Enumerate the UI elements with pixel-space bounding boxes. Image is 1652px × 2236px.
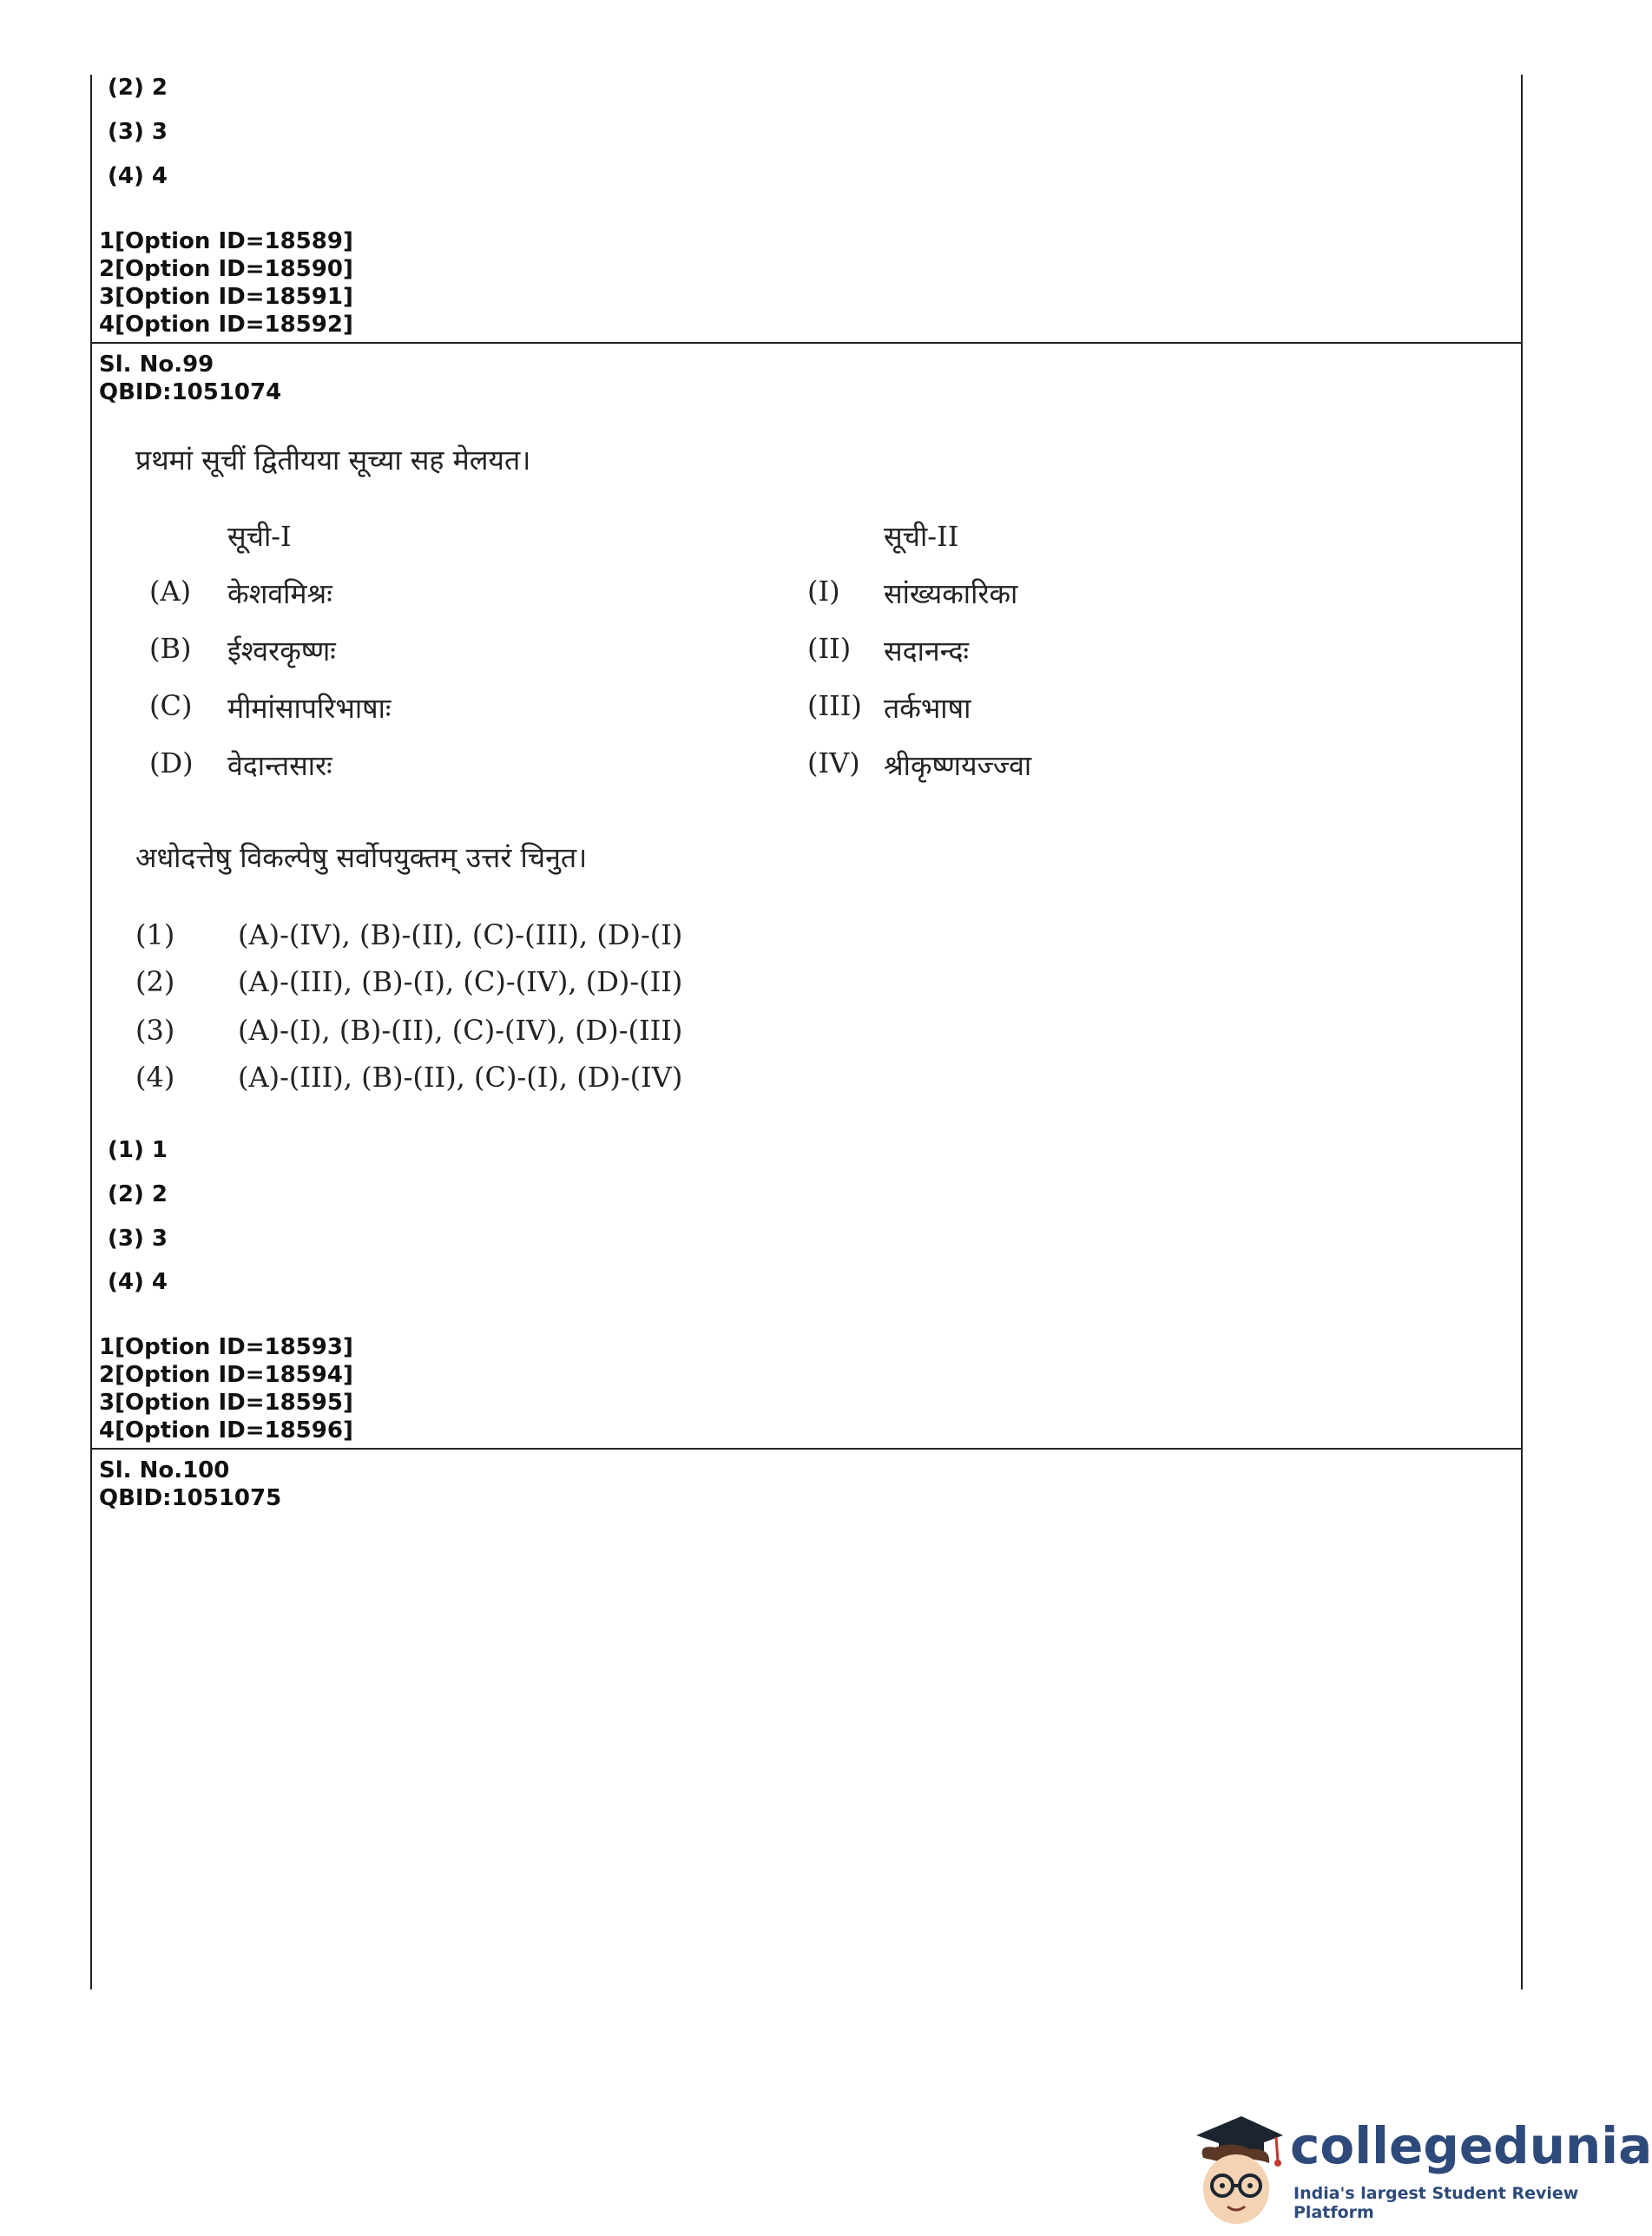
q100-sl-no: Sl. No.100 <box>99 1457 230 1483</box>
q99-answer-choice-4: (4) 4 <box>108 1269 168 1295</box>
q99-answer-choice-2: (2) 2 <box>108 1181 168 1207</box>
q99-sl-no: Sl. No.99 <box>99 352 214 378</box>
logo-wordmark: collegedunia <box>1290 2116 1652 2175</box>
q99-list1-header: सूची-I <box>227 520 292 553</box>
q99-option-text-1: (A)-(IV), (B)-(II), (C)-(III), (D)-(I) <box>238 918 683 951</box>
q99-list1-text-a: केशवमिश्रः <box>227 577 332 610</box>
q99-option-num-2: (2) <box>135 965 175 998</box>
q99-option-id-1: 1[Option ID=18593] <box>99 1334 353 1360</box>
q99-list2-text-1: सांख्यकारिका <box>884 577 1018 610</box>
prev-option-id-4: 4[Option ID=18592] <box>99 312 353 338</box>
q99-list2-text-2: सदानन्दः <box>884 635 970 668</box>
q99-option-num-3: (3) <box>135 1014 175 1047</box>
page-border-right <box>1521 75 1523 1989</box>
q99-option-num-1: (1) <box>135 918 175 951</box>
q100-qbid: QBID:1051075 <box>99 1485 282 1511</box>
q99-list1-text-c: मीमांसापरिभाषाः <box>227 692 392 725</box>
q99-list1-text-d: वेदान्तसारः <box>227 749 332 782</box>
collegedunia-logo <box>1181 2109 1652 2231</box>
q99-option-text-2: (A)-(III), (B)-(I), (C)-(IV), (D)-(II) <box>238 965 683 998</box>
q99-list1-key-a: (A) <box>149 575 192 608</box>
q99-option-id-4: 4[Option ID=18596] <box>99 1417 353 1444</box>
q99-list1-key-d: (D) <box>149 746 194 779</box>
prev-option-id-2: 2[Option ID=18590] <box>99 256 353 282</box>
prev-answer-choice-2: (2) 2 <box>108 75 168 101</box>
mascot-icon <box>1181 2109 1288 2231</box>
prev-option-id-1: 1[Option ID=18589] <box>99 228 353 254</box>
q99-option-num-4: (4) <box>135 1061 175 1094</box>
q99-list2-key-4: (IV) <box>807 746 860 779</box>
prev-answer-choice-3: (3) 3 <box>108 119 168 145</box>
q99-list2-key-1: (I) <box>807 575 840 608</box>
q99-qbid: QBID:1051074 <box>99 379 282 405</box>
q99-list2-key-2: (II) <box>807 632 852 665</box>
q99-option-text-3: (A)-(I), (B)-(II), (C)-(IV), (D)-(III) <box>238 1014 683 1047</box>
prev-answer-choice-4: (4) 4 <box>108 163 168 189</box>
logo-tagline: India's largest Student Review Platform <box>1293 2184 1579 2222</box>
q99-list2-key-3: (III) <box>807 689 862 722</box>
q99-instruction: प्रथमां सूचीं द्वितीयया सूच्या सह मेलयत। <box>135 444 531 477</box>
q99-list2-text-4: श्रीकृष्णयज्ज्वा <box>884 749 1032 782</box>
q99-option-text-4: (A)-(III), (B)-(II), (C)-(I), (D)-(IV) <box>238 1061 683 1094</box>
q99-option-id-2: 2[Option ID=18594] <box>99 1362 353 1388</box>
q99-list2-text-3: तर्कभाषा <box>884 692 971 725</box>
q99-answer-choice-3: (3) 3 <box>108 1226 168 1252</box>
q99-list2-header: सूची-II <box>884 520 959 553</box>
page-border-left <box>90 75 92 1989</box>
q99-answer-choice-1: (1) 1 <box>108 1137 168 1163</box>
q99-option-id-3: 3[Option ID=18595] <box>99 1390 353 1416</box>
q99-list1-key-c: (C) <box>149 689 193 722</box>
q99-choose-text: अधोदत्तेषु विकल्पेषु सर्वोपयुक्तम् उत्तरं चिनुत। <box>135 841 588 874</box>
question-divider-100 <box>90 1448 1523 1450</box>
q99-list1-text-b: ईश्वरकृष्णः <box>227 635 336 668</box>
question-divider-99 <box>90 342 1523 344</box>
prev-option-id-3: 3[Option ID=18591] <box>99 284 353 310</box>
q99-list1-key-b: (B) <box>149 632 192 665</box>
